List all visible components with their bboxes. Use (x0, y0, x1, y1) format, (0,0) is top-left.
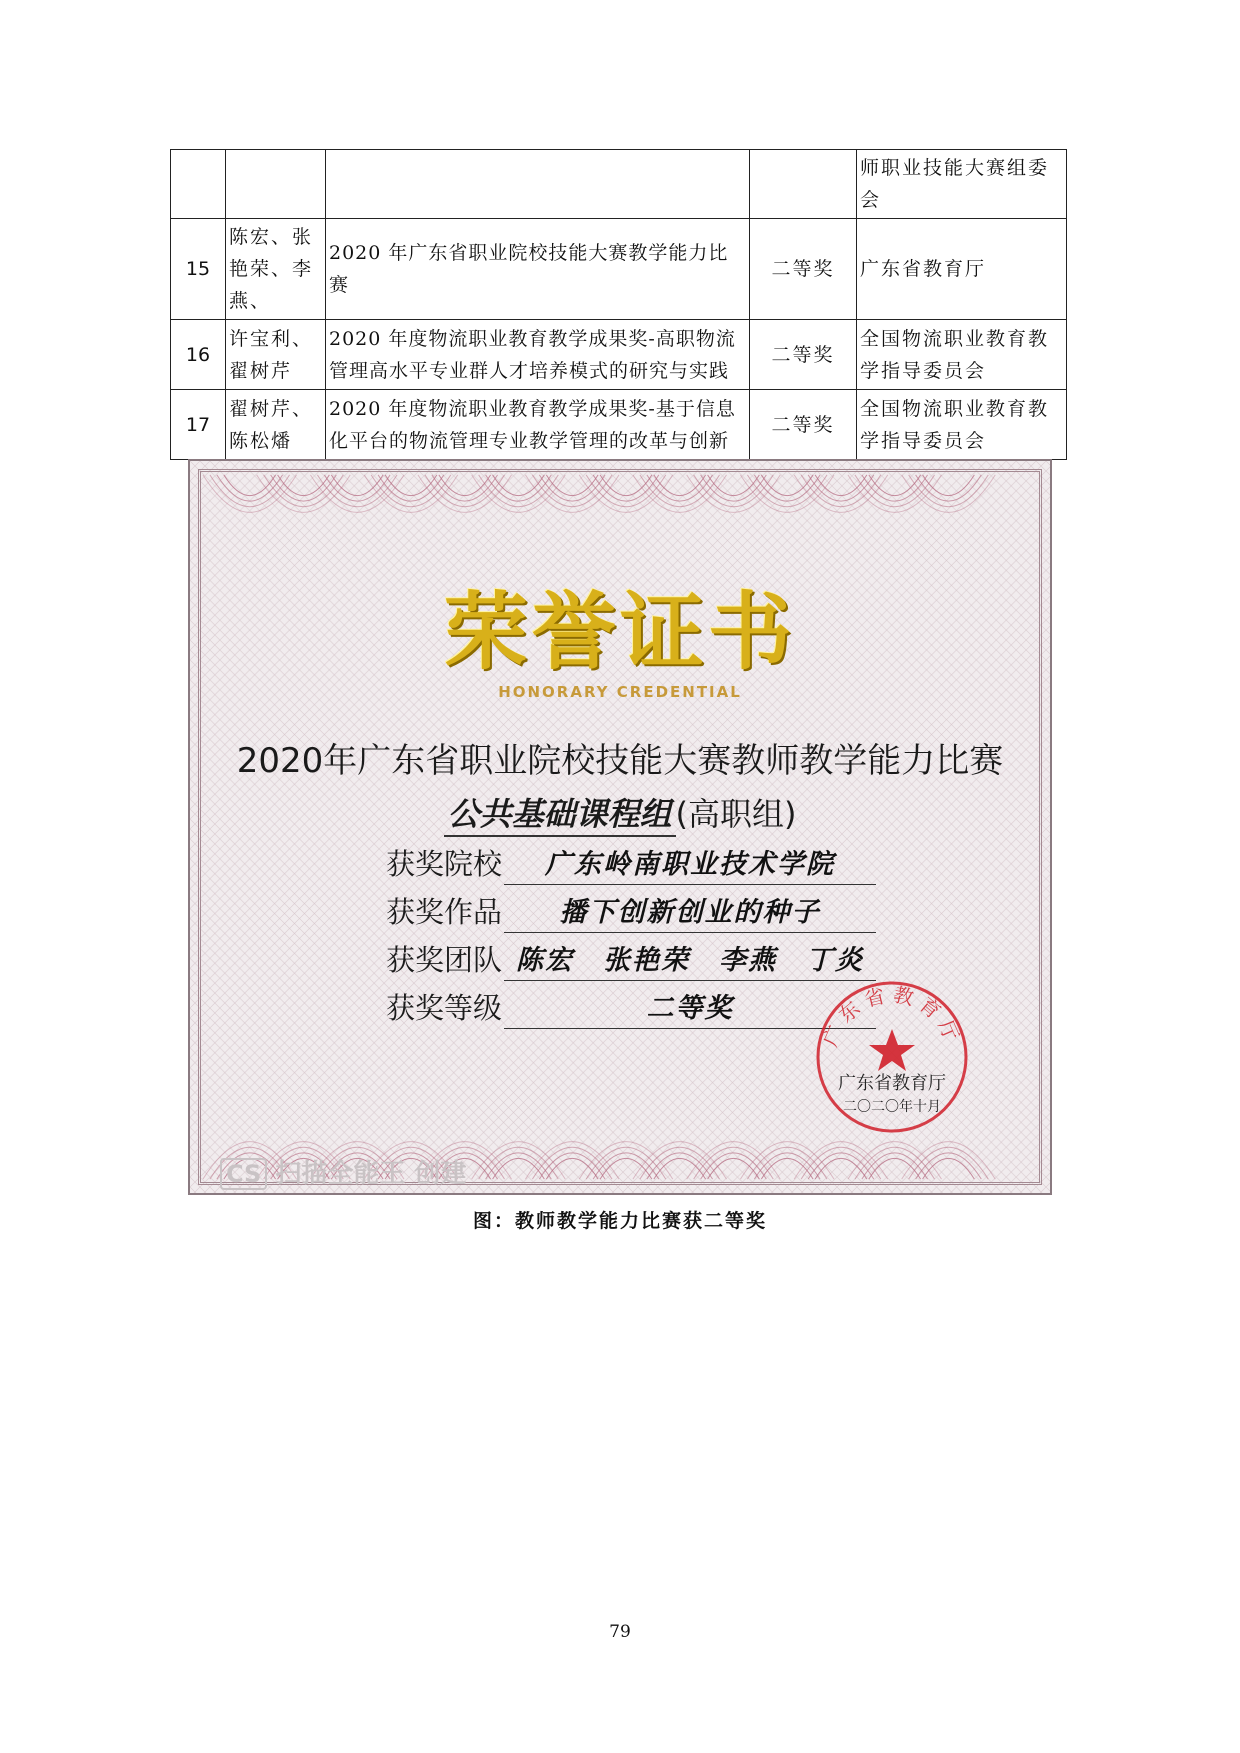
table-row (171, 150, 1067, 219)
field-value: 播下创新创业的种子 (559, 897, 821, 928)
table-row (171, 219, 1067, 320)
field-school (386, 841, 876, 885)
row-level: 二等奖 (750, 219, 857, 320)
field-label: 获奖团队 (386, 943, 503, 977)
seal-org: 广东省教育厅 (838, 1073, 946, 1094)
official-seal (812, 977, 972, 1137)
competition-group (190, 789, 1050, 837)
row-team: 许宝利、翟树芹 (226, 320, 326, 390)
certificate-photo (188, 459, 1052, 1195)
field-level (386, 985, 876, 1029)
table-row (171, 320, 1067, 390)
row-organization: 全国物流职业教育教学指导委员会 (857, 320, 1067, 390)
seal-arc-text: 广东省教育厅 (817, 982, 967, 1050)
table-row (171, 390, 1067, 460)
scanner-watermark (220, 1153, 466, 1190)
field-underline (504, 932, 876, 933)
cs-logo-icon: CS (220, 1158, 267, 1190)
row-number: 17 (171, 390, 226, 460)
seal-date: 二〇二〇年十月 (843, 1099, 941, 1115)
row-number (171, 150, 226, 219)
competition-name: 2020年广东省职业院校技能大赛教师教学能力比赛 (236, 741, 1004, 781)
row-organization: 广东省教育厅 (857, 219, 1067, 320)
awards-table-body (171, 150, 1067, 460)
row-level (750, 150, 857, 219)
row-number: 15 (171, 219, 226, 320)
row-project: 2020 年度物流职业教育教学成果奖-基于信息化平台的物流管理专业教学管理的改革与创新 (326, 390, 750, 460)
field-value: 陈宏 张艳荣 李燕 丁炎 (516, 945, 864, 976)
row-project: 2020 年广东省职业院校技能大赛教学能力比赛 (326, 219, 750, 320)
page-number: 79 (609, 1622, 631, 1642)
row-organization: 全国物流职业教育教学指导委员会 (857, 390, 1067, 460)
awards-table (170, 149, 1067, 460)
row-level: 二等奖 (750, 320, 857, 390)
seal-star-icon (869, 1029, 915, 1071)
figure-caption: 图：教师教学能力比赛获二等奖 (472, 1210, 767, 1232)
certificate-subtitle: HONORARY CREDENTIAL (498, 683, 742, 701)
row-team: 陈宏、张艳荣、李燕、 (226, 219, 326, 320)
field-underline (504, 884, 876, 885)
field-value: 广东岭南职业技术学院 (545, 849, 835, 880)
certificate-title: 荣誉证书 (443, 583, 796, 681)
field-label: 获奖等级 (386, 991, 503, 1025)
row-team (226, 150, 326, 219)
row-number: 16 (171, 320, 226, 390)
row-organization: 师职业技能大赛组委会 (857, 150, 1067, 219)
field-work (386, 889, 876, 933)
field-label: 获奖院校 (386, 847, 503, 881)
row-level: 二等奖 (750, 390, 857, 460)
watermark-text: 扫描全能王 创建 (275, 1159, 467, 1189)
group-handwritten: 公共基础课程组 (444, 789, 676, 837)
row-project: 2020 年度物流职业教育教学成果奖-高职物流管理高水平专业群人才培养模式的研究与实践 (326, 320, 750, 390)
field-label: 获奖作品 (386, 895, 503, 929)
field-value: 二等奖 (646, 993, 734, 1024)
row-project (326, 150, 750, 219)
group-suffix: (高职组) (675, 795, 797, 833)
row-team: 翟树芹、陈松燔 (226, 390, 326, 460)
field-team (386, 937, 876, 981)
